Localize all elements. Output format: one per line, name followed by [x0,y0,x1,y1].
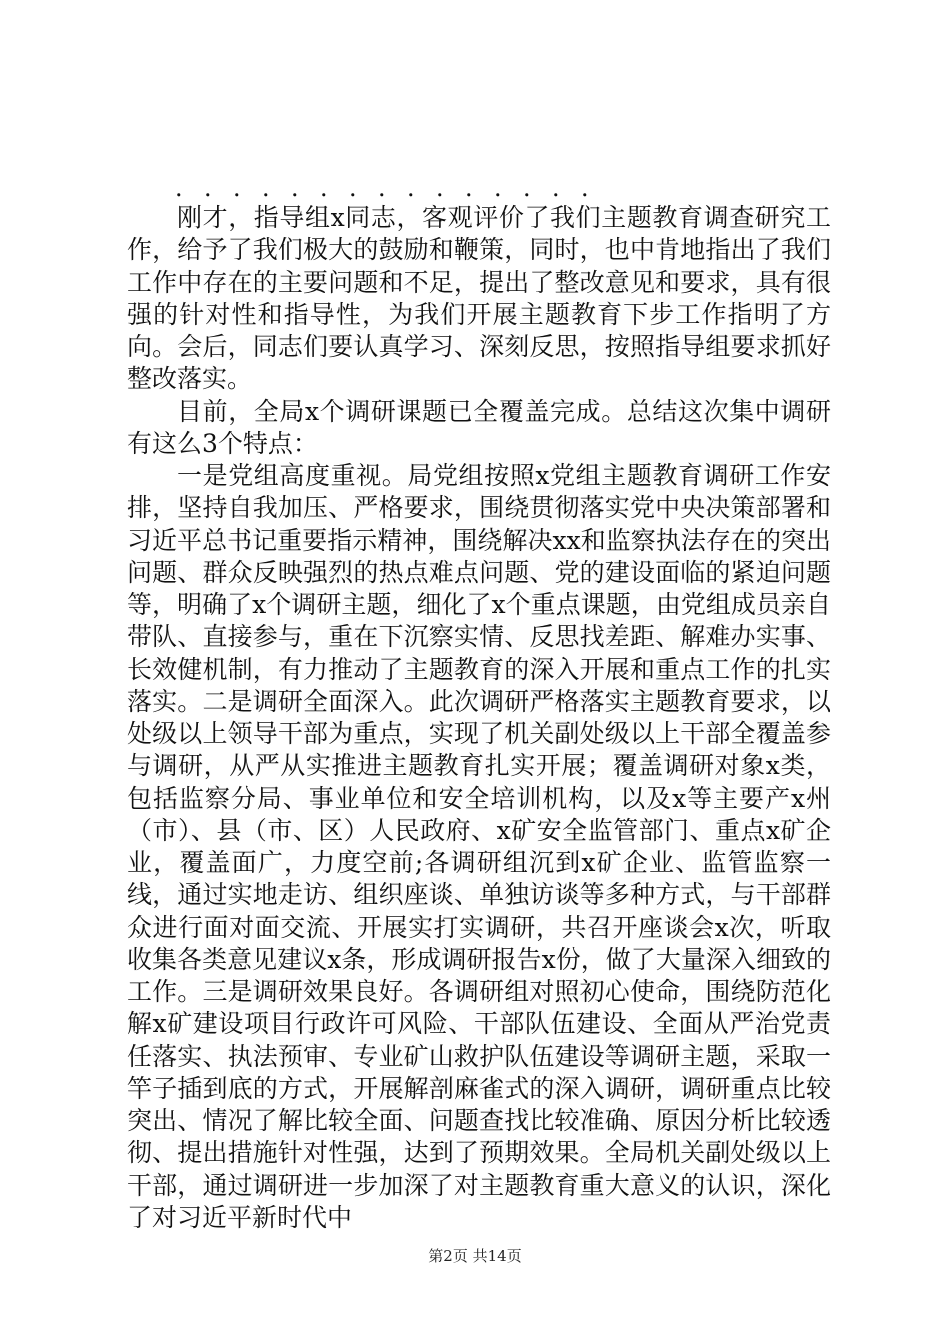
paragraph-1: 刚才，指导组x同志，客观评价了我们主题教育调查研究工作，给予了我们极大的鼓励和鞭策，同时，也中肯地指出了我们工作中存在的主要问题和不足，提出了整改意见和要求，具有很强的针对性和指导性，为我们开展主题教育下步工作指明了方向。会后，同志们要认真学习、深刻反思，按照指导组要求抓好整改落实。 [127,203,831,394]
separator-dots: ．．．．．．．．．．．．．．． [176,180,620,201]
paragraph-2: 目前，全局x个调研课题已全覆盖完成。总结这次集中调研有这么3个特点： [127,396,831,458]
page-number-footer: 第2页 共14页 [428,1247,522,1265]
paragraph-3: 一是党组高度重视。局党组按照x党组主题教育调研工作安排，坚持自我加压、严格要求，围绕贯彻落实党中央决策部署和习近平总书记重要指示精神，围绕解决xx和监察执法存在的突出问题、群众反映强烈的热点难点问题、党的建设面临的紧迫问题等，明确了x个调研主题，细化了x个重点课题，由党组成员亲自带队、直接参与，重在下沉察实情、反思找差距、解难办实事、长效健机制，有力推动了主题教育的深入开展和重点工作的扎实落实。二是调研全面深入。此次调研严格落实主题教育要求，以处级以上领导干部为重点，实现了机关副处级以上干部全覆盖参与调研，从严从实推进主题教育扎实开展；覆盖调研对象x类，包括监察分局、事业单位和安全培训机构，以及x等主要产x州（市）、县（市、区）人民政府、x矿安全监管部门、重点x矿企业，覆盖面广，力度空前;各调研组沉到x矿企业、监管监察一线，通过实地走访、组织座谈、单独访谈等多种方式，与干部群众进行面对面交流、开展实打实调研，共召开座谈会x次，听取收集各类意见建议x条，形成调研报告x份，做了大量深入细致的工作。三是调研效果良好。各调研组对照初心使命，围绕防范化解x矿建设项目行政许可风险、干部队伍建设、全面从严治党责任落实、执法预审、专业矿山救护队伍建设等调研主题，采取一竿子插到底的方式，开展解剖麻雀式的深入调研，调研重点比较突出、情况了解比较全面、问题查找比较准确、原因分析比较透彻、提出措施针对性强，达到了预期效果。全局机关副处级以上干部，通过调研进一步加深了对主题教育重大意义的认识，深化了对习近平新时代中 [127,461,831,1232]
document-body [127,202,831,1234]
